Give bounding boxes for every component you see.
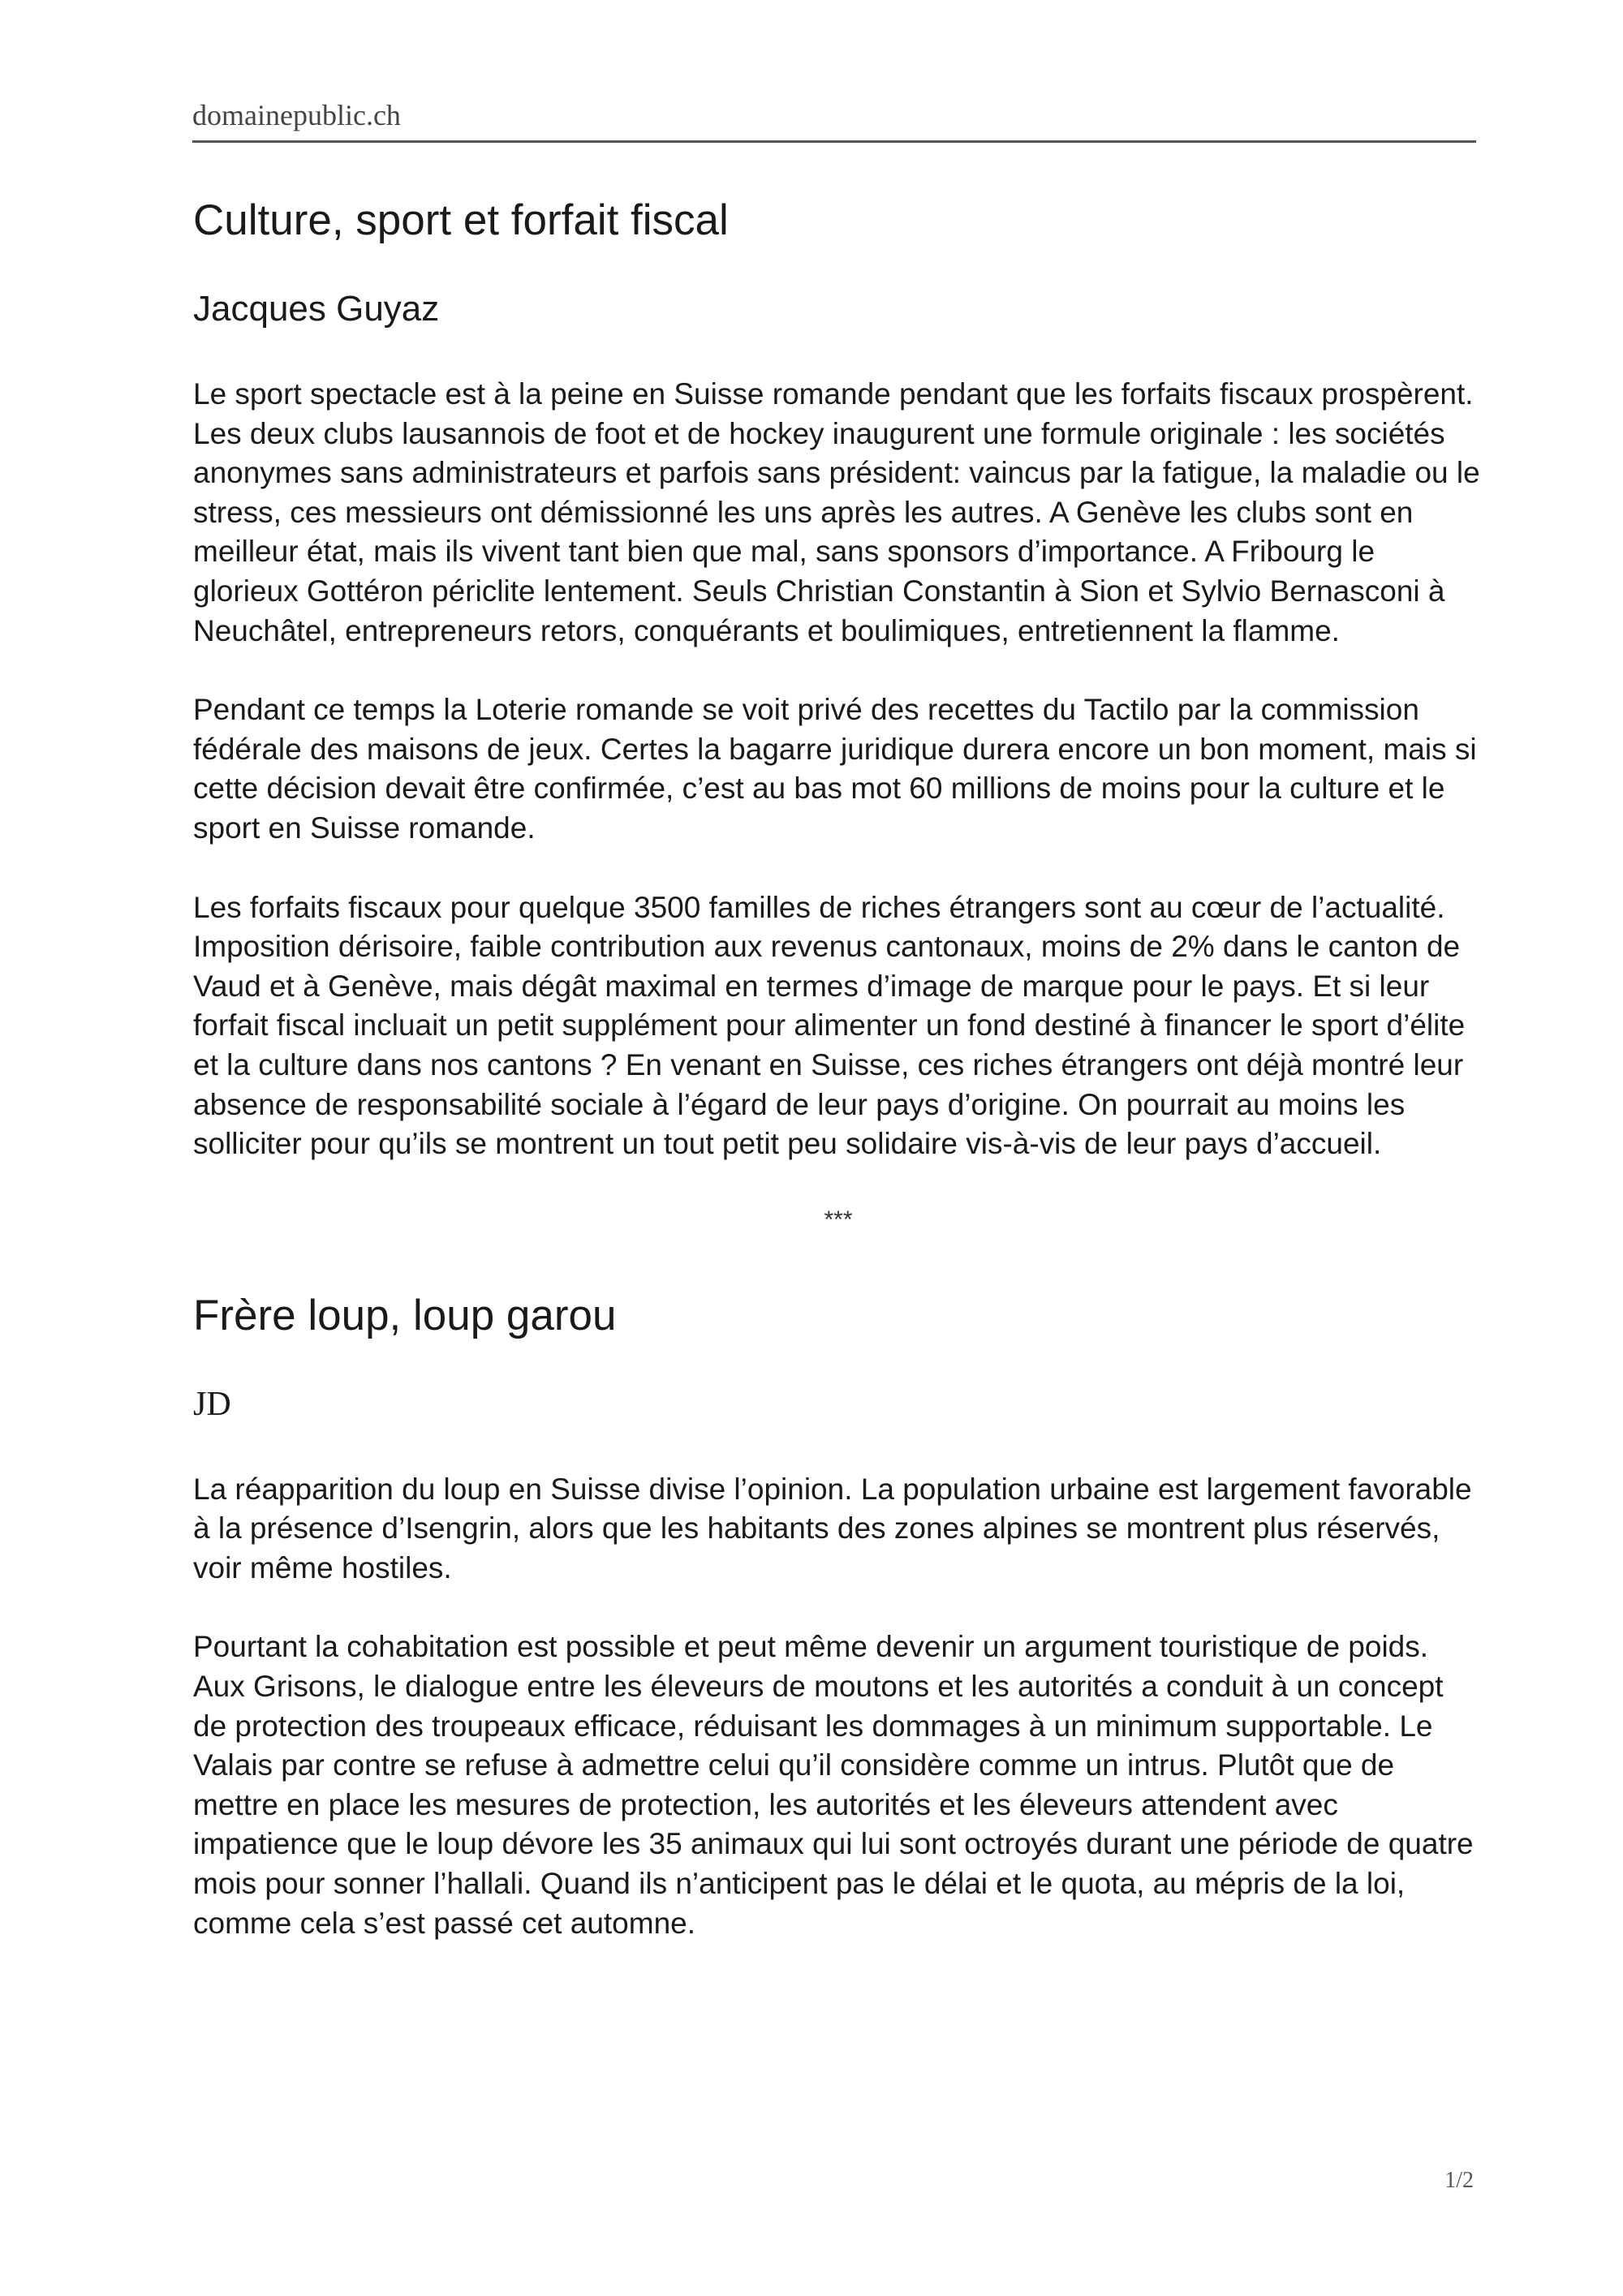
- article-paragraph: Pourtant la cohabitation est possible et peut même devenir un argument touristique de poids. Aux Grisons, le dialogue entre les éleveurs de moutons et les autorités a conduit à un concept de protection des troupeaux efficace, réduisant les dommages à un minimum supportable. Le Valais par contre se refuse à admettre celui qu’il considère comme un intrus. Plutôt que de mettre en place les mesures de protection, les autorités et les éleveurs attendent avec impatience que le loup dévore les 35 animaux qui lui sont octroyés durant une période de quatre mois pour sonner l’hallali. Quand ils n’anticipent pas le délai et le quota, au mépris de la loi, comme cela s’est passé cet automne.: [193, 1630, 1474, 1940]
- article-paragraph: La réapparition du loup en Suisse divise l’opinion. La population urbaine est largement favorable à la présence d’Isengrin, alors que les habitants des zones alpines se montrent plus réservés, voir même hostiles.: [193, 1472, 1472, 1584]
- article-author: JD: [193, 1385, 231, 1423]
- article-separator: ***: [824, 1206, 853, 1233]
- page-header: [192, 96, 1476, 143]
- article-author: Jacques Guyaz: [193, 289, 440, 329]
- article-frere-loup: [193, 1283, 1483, 1944]
- article-paragraph: Le sport spectacle est à la peine en Suisse romande pendant que les forfaits fiscaux prospèrent. Les deux clubs lausannois de foot et de hockey inaugurent une formule originale : les sociétés anonymes sans administrateurs et parfois sans président: vaincus par la fatigue, la maladie ou le stress, ces messieurs ont démissionné les uns après les autres. A Genève les clubs sont en meilleur état, mais ils vivent tant bien que mal, sans sponsors d’importance. A Fribourg le glorieux Gottéron périclite lentement. Seuls Christian Constantin à Sion et Sylvio Bernasconi à Neuchâtel, entrepreneurs retors, conquérants et boulimiques, entretiennent la flamme.: [193, 377, 1480, 647]
- page-content: [193, 188, 1483, 1983]
- site-name: domainepublic.ch: [192, 99, 401, 131]
- page-number: 1/2: [1444, 2168, 1474, 2193]
- article-title: Culture, sport et forfait fiscal: [193, 196, 729, 244]
- article-paragraph: Pendant ce temps la Loterie romande se voit privé des recettes du Tactilo par la commission fédérale des maisons de jeux. Certes la bagarre juridique durera encore un bon moment, mais si cette décision devait être confirmée, c’est au bas mot 60 millions de moins pour la culture et le sport en Suisse romande.: [193, 693, 1477, 845]
- article-paragraph: Les forfaits fiscaux pour quelque 3500 familles de riches étrangers sont au cœur de l’actualité. Imposition dérisoire, faible contribution aux revenus cantonaux, moins de 2% dans le canton de Vaud et à Genève, mais dégât maximal en termes d’image de marque pour le pays. Et si leur forfait fiscal incluait un petit supplément pour alimenter un fond destiné à financer le sport d’élite et la culture dans nos cantons ? En venant en Suisse, ces riches étrangers ont déjà montré leur absence de responsabilité sociale à l’égard de leur pays d’origine. On pourrait au moins les solliciter pour qu’ils se montrent un tout petit peu solidaire vis-à-vis de leur pays d’accueil.: [193, 890, 1466, 1161]
- article-title: Frère loup, loup garou: [193, 1291, 617, 1339]
- article-culture-sport: [193, 188, 1483, 1164]
